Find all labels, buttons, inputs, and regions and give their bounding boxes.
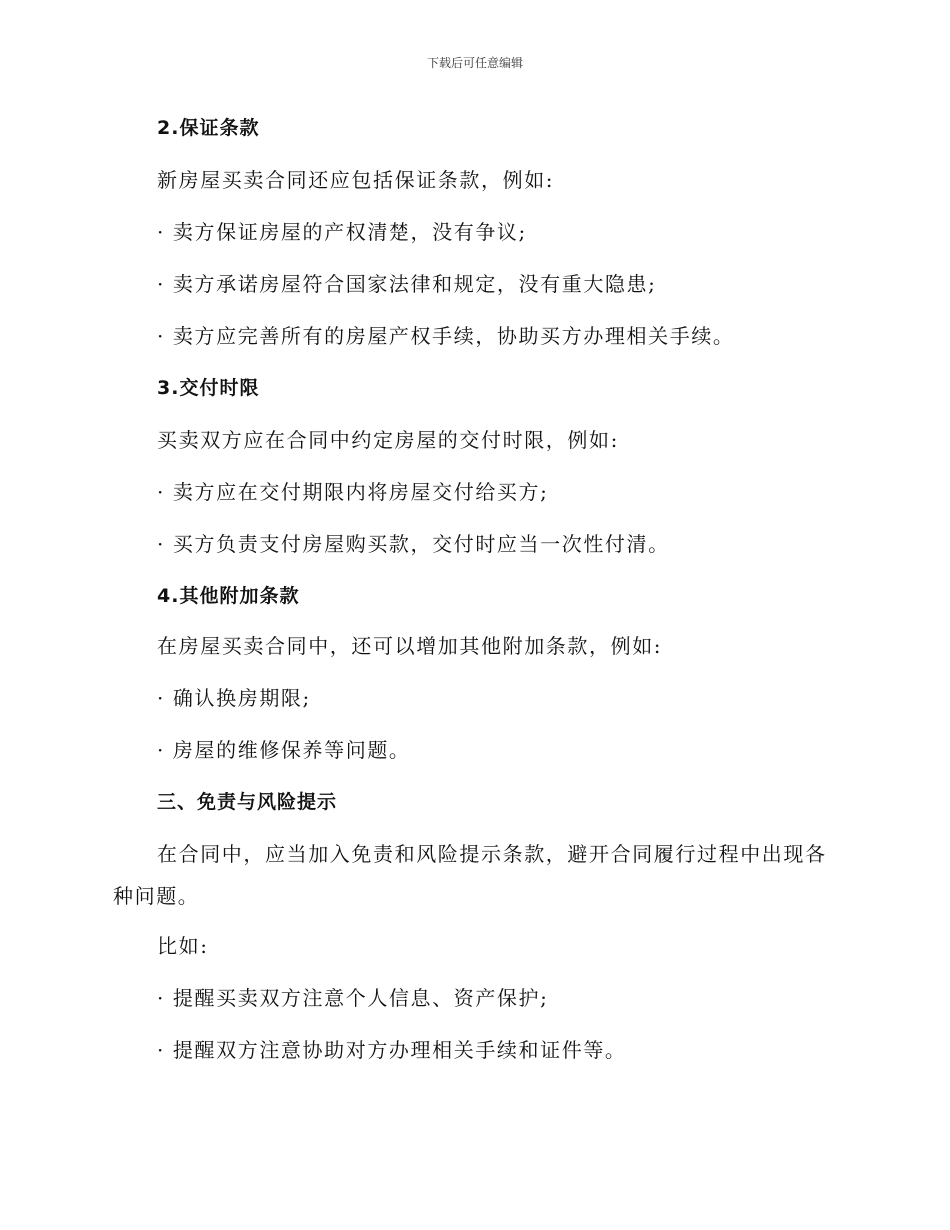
section-3-item-2: · 买方负责支付房屋购买款，交付时应当一次性付清。 [157,532,670,556]
part-3-item-1: · 提醒买卖双方注意个人信息、资产保护; [157,986,549,1010]
section-2-item-1: · 卖方保证房屋的产权清楚，没有争议; [157,220,527,244]
part-3-item-2: · 提醒双方注意协助对方办理相关手续和证件等。 [157,1038,627,1062]
section-heading-2: 2.保证条款 [157,117,260,139]
part-3-paragraph-line-1: 在合同中，应当加入免责和风险提示条款，避开合同履行过程中出现各 [157,842,827,866]
part-3-paragraph-line-2: 种问题。 [113,884,200,908]
section-heading-3: 3.交付时限 [157,377,260,399]
part-3-example-label: 比如: [157,934,209,958]
section-2-item-3: · 卖方应完善所有的房屋产权手续，协助买方办理相关手续。 [157,324,735,348]
section-4-item-1: · 确认换房期限; [157,686,311,710]
section-heading-4: 4.其他附加条款 [157,585,300,607]
section-3-intro: 买卖双方应在合同中约定房屋的交付时限，例如: [157,428,619,452]
part-heading-3: 三、免责与风险提示 [157,791,338,813]
section-2-intro: 新房屋买卖合同还应包括保证条款，例如: [157,168,555,192]
section-2-item-2: · 卖方承诺房屋符合国家法律和规定，没有重大隐患; [157,272,657,296]
section-3-item-1: · 卖方应在交付期限内将房屋交付给买方; [157,480,549,504]
section-4-item-2: · 房屋的维修保养等问题。 [157,738,411,762]
section-4-intro: 在房屋买卖合同中，还可以增加其他附加条款，例如: [157,634,663,658]
page-header-note: 下载后可任意编辑 [426,56,523,70]
